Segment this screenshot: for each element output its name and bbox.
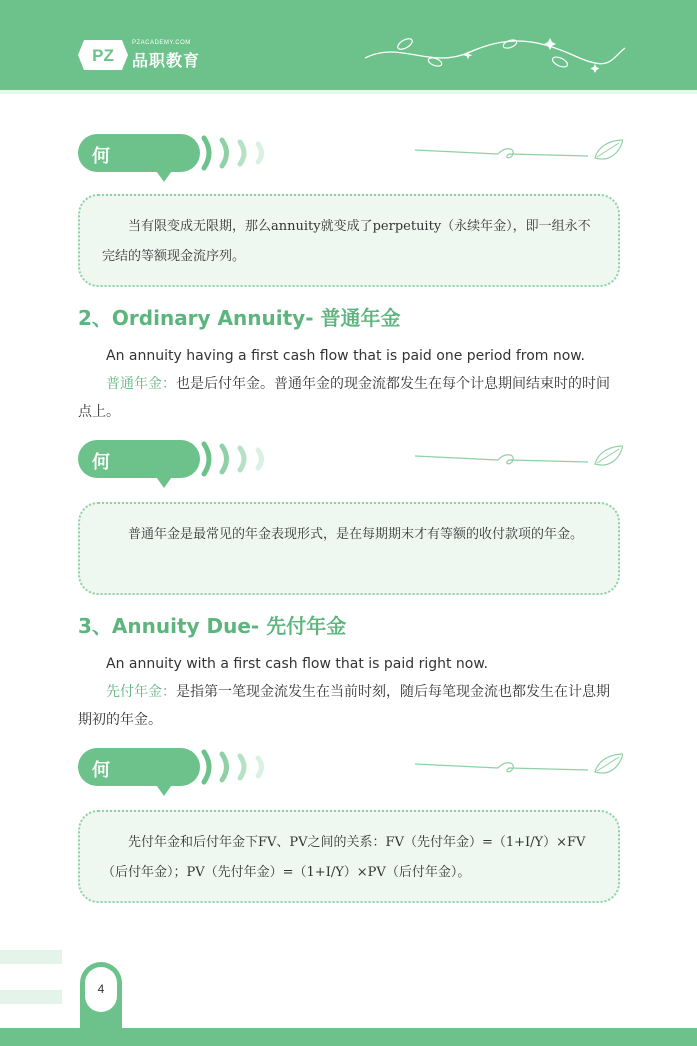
section-heading: 2、Ordinary Annuity- 普通年金 [78, 306, 401, 330]
note-text: 先付年金和后付年金下FV、PV之间的关系：FV（先付年金）=（1+I/Y）×FV（后付年金）；PV（先付年金）=（1+I/Y）×PV（后付年金）。 [102, 835, 586, 880]
logo-name: 品职教育 [132, 51, 201, 70]
footer-stripe [0, 950, 62, 964]
tag-label: 何老 [92, 760, 111, 807]
header-divider [0, 90, 697, 94]
arc-decoration-icon [200, 134, 280, 172]
note-box [78, 194, 620, 287]
tag-label: 何老 [92, 146, 111, 193]
definition-text: 是指第一笔现金流发生在当前时刻，随后每笔现金流也都发生在计息期期初的年金。 [78, 684, 610, 728]
page-number-tab [80, 962, 122, 1032]
note-box [78, 502, 620, 595]
note-box [78, 810, 620, 903]
vine-decoration-icon [360, 30, 630, 80]
footer-bar [0, 1028, 697, 1046]
term-label: 普通年金： [106, 376, 176, 392]
footer-stripe [0, 990, 62, 1004]
term-label: 先付年金： [106, 684, 176, 700]
logo-domain: PZACADEMY.COM [132, 40, 191, 46]
svg-text:PZ: PZ [92, 46, 114, 65]
english-definition: An annuity having a first cash flow that is paid one period from now. [106, 348, 585, 364]
leaf-line-decoration-icon [413, 134, 623, 172]
english-definition: An annuity with a first cash flow that is paid right now. [106, 656, 488, 672]
note-text: 普通年金是最常见的年金表现形式，是在每期期末才有等额的收付款项的年金。 [128, 527, 584, 542]
page-number: 4 [85, 967, 117, 1012]
arc-decoration-icon [200, 748, 280, 786]
chinese-definition [78, 678, 622, 734]
section-body [78, 342, 622, 426]
pz-logo-icon [78, 38, 128, 72]
definition-text: 也是后付年金。普通年金的现金流都发生在每个计息期间结束时的时间点上。 [78, 376, 610, 420]
speech-bubble-icon [154, 168, 174, 182]
page-header [0, 0, 697, 90]
speech-bubble-icon [154, 782, 174, 796]
chinese-definition [78, 370, 622, 426]
speech-bubble-icon [154, 474, 174, 488]
tag-label: 何老 [92, 452, 111, 499]
note-text: 当有限变成无限期，那么annuity就变成了perpetuity（永续年金），即一组永不完结的等额现金流序列。 [102, 219, 591, 264]
leaf-line-decoration-icon [413, 440, 623, 478]
section-heading: 3、Annuity Due- 先付年金 [78, 614, 347, 638]
arc-decoration-icon [200, 440, 280, 478]
leaf-line-decoration-icon [413, 748, 623, 786]
section-body [78, 650, 622, 734]
